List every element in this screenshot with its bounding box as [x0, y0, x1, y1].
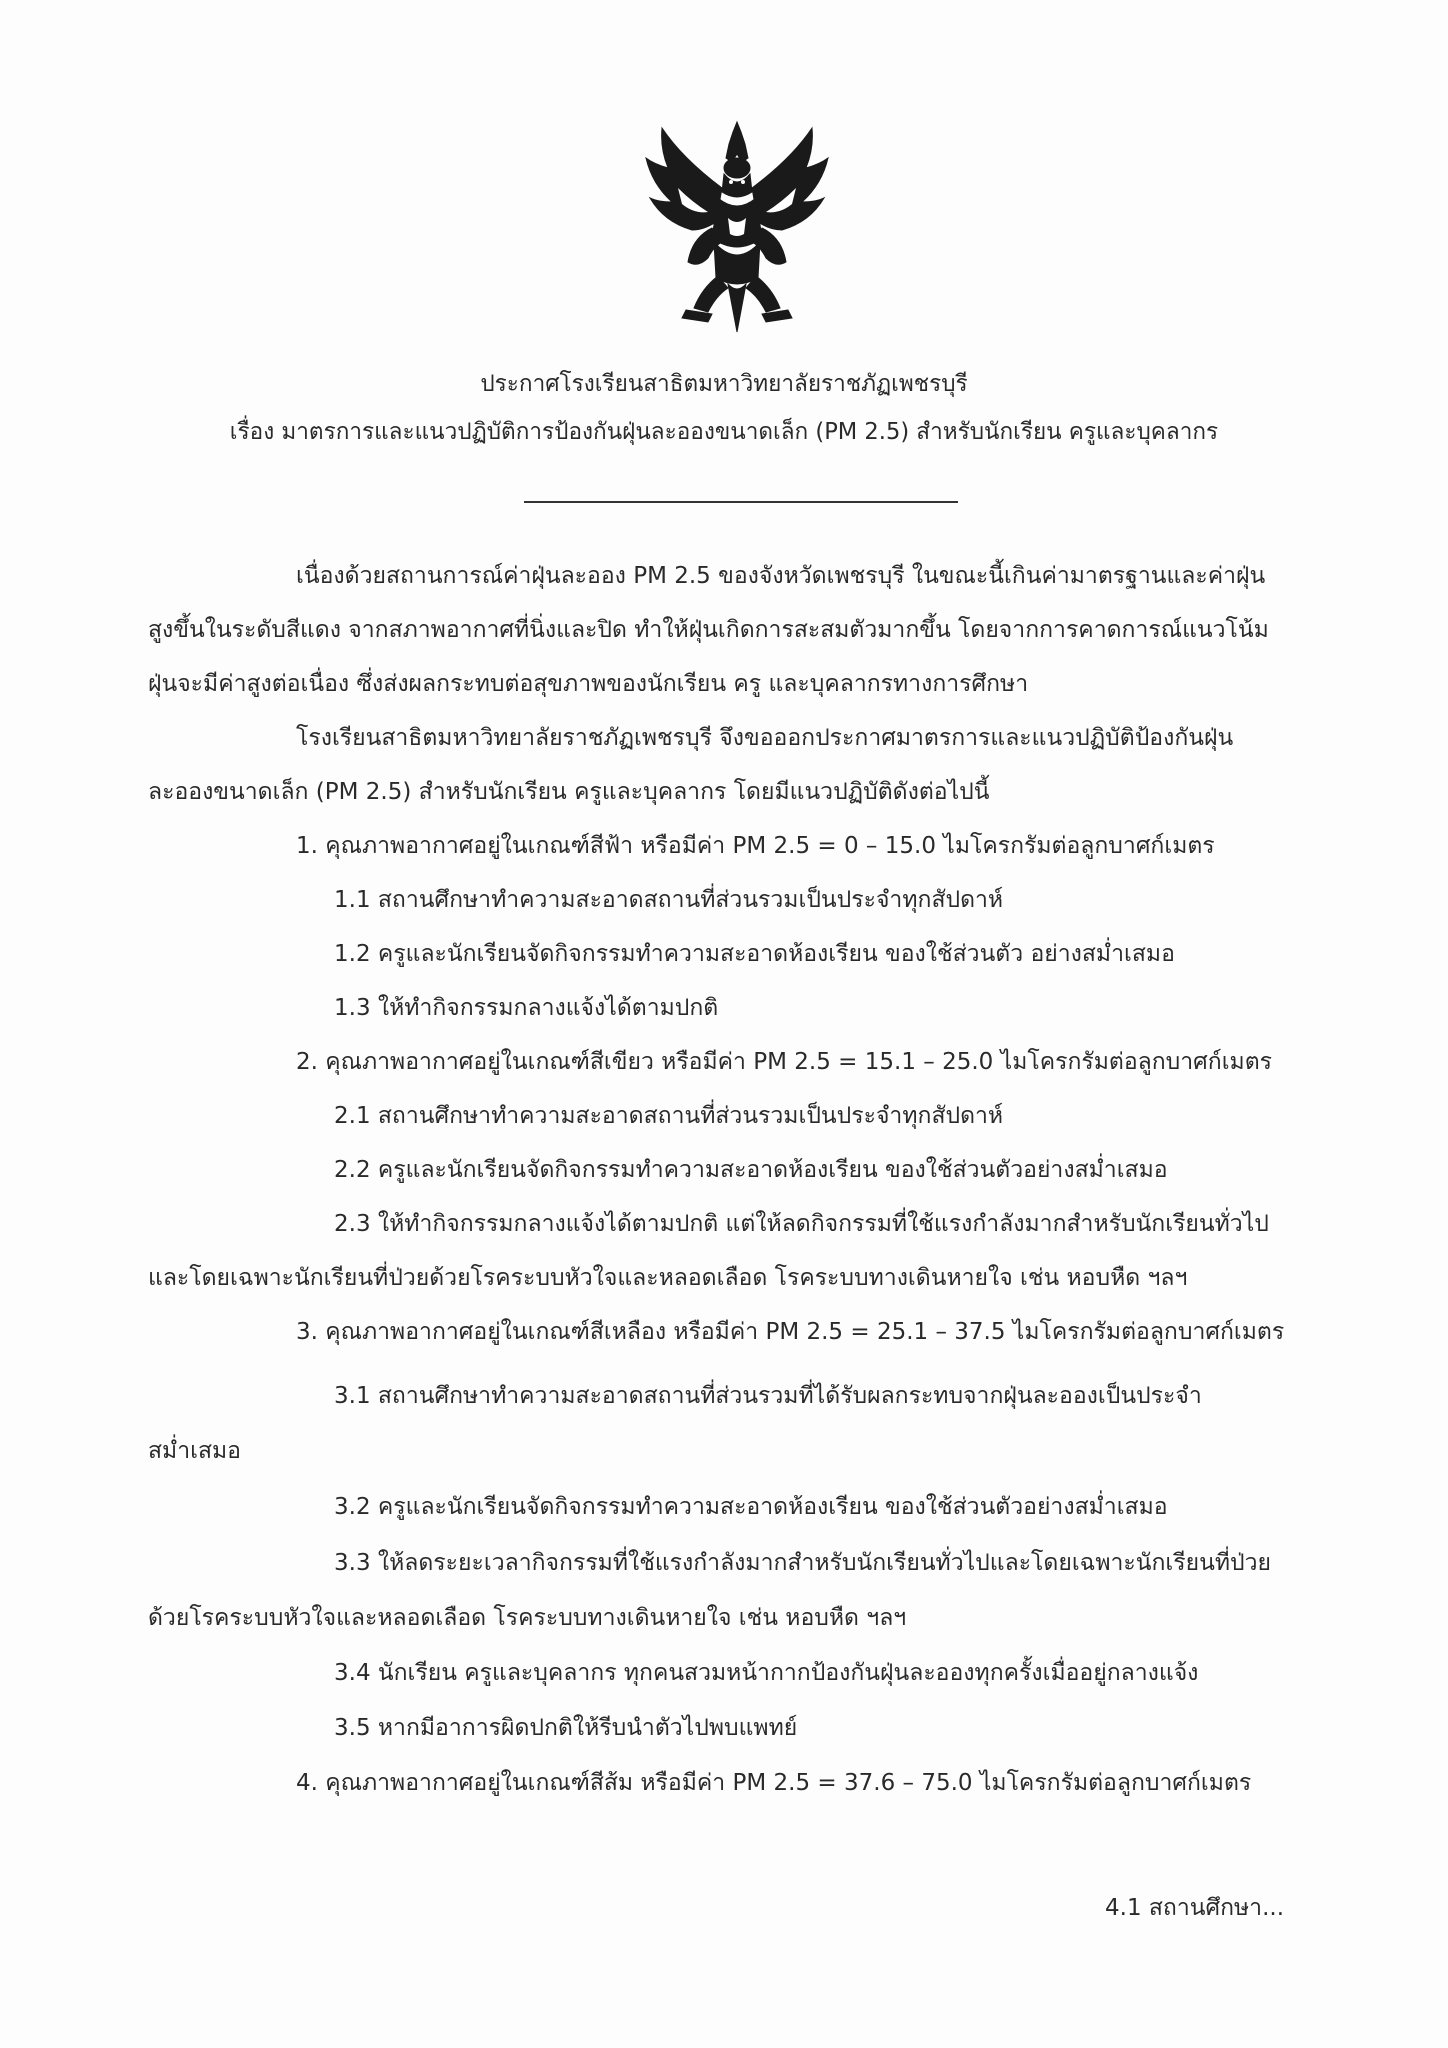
list-item: 2.3 ให้ทำกิจกรรมกลางแจ้งได้ตามปกติ แต่ให้ลดกิจกรรมที่ใช้แรงกำลังมากสำหรับนักเรียนทั่วไป [334, 1211, 1269, 1237]
list-item: 2. คุณภาพอากาศอยู่ในเกณฑ์สีเขียว หรือมีค่า PM 2.5 = 15.1 – 25.0 ไมโครกรัมต่อลูกบาศก์เมตร [296, 1049, 1273, 1075]
list-item: 2.2 ครูและนักเรียนจัดกิจกรรมทำความสะอาดห้องเรียน ของใช้ส่วนตัวอย่างสม่ำเสมอ [334, 1157, 1168, 1183]
continuation-note: 4.1 สถานศึกษา... [1105, 1895, 1285, 1921]
announcement-subject: เรื่อง มาตรการและแนวปฏิบัติการป้องกันฝุ่นละอองขนาดเล็ก (PM 2.5) สำหรับนักเรียน ครูและบุคลากร [229, 419, 1219, 445]
list-item: 1.1 สถานศึกษาทำความสะอาดสถานที่ส่วนรวมเป็นประจำทุกสัปดาห์ [334, 887, 1004, 913]
list-item: 3.4 นักเรียน ครูและบุคลากร ทุกคนสวมหน้ากากป้องกันฝุ่นละอองทุกครั้งเมื่ออยู่กลางแจ้ง [334, 1660, 1199, 1686]
paragraph-line: ละอองขนาดเล็ก (PM 2.5) สำหรับนักเรียน ครูและบุคลากร โดยมีแนวปฏิบัติดังต่อไปนี้ [148, 779, 990, 805]
list-item: 4. คุณภาพอากาศอยู่ในเกณฑ์สีส้ม หรือมีค่า PM 2.5 = 37.6 – 75.0 ไมโครกรัมต่อลูกบาศก์เมตร [296, 1770, 1252, 1796]
list-item: 3. คุณภาพอากาศอยู่ในเกณฑ์สีเหลือง หรือมีค่า PM 2.5 = 25.1 – 37.5 ไมโครกรัมต่อลูกบาศก์เมตร [296, 1319, 1285, 1345]
list-item: 3.1 สถานศึกษาทำความสะอาดสถานที่ส่วนรวมที่ได้รับผลกระทบจากฝุ่นละอองเป็นประจำ [334, 1383, 1202, 1409]
list-item: 3.2 ครูและนักเรียนจัดกิจกรรมทำความสะอาดห้องเรียน ของใช้ส่วนตัวอย่างสม่ำเสมอ [334, 1494, 1168, 1520]
list-item: 1.3 ให้ทำกิจกรรมกลางแจ้งได้ตามปกติ [334, 995, 719, 1021]
list-item: สม่ำเสมอ [148, 1438, 241, 1464]
list-item: และโดยเฉพาะนักเรียนที่ป่วยด้วยโรคระบบหัวใจและหลอดเลือด โรคระบบทางเดินหายใจ เช่น หอบหืด ฯลฯ [148, 1265, 1188, 1291]
title-divider [524, 501, 958, 503]
announcement-title: ประกาศโรงเรียนสาธิตมหาวิทยาลัยราชภัฏเพชรบุรี [480, 371, 968, 397]
list-item: 1. คุณภาพอากาศอยู่ในเกณฑ์สีฟ้า หรือมีค่า PM 2.5 = 0 – 15.0 ไมโครกรัมต่อลูกบาศก์เมตร [296, 833, 1215, 859]
paragraph-line: โรงเรียนสาธิตมหาวิทยาลัยราชภัฏเพชรบุรี จึงขอออกประกาศมาตรการและแนวปฏิบัติป้องกันฝุ่น [296, 725, 1234, 751]
paragraph-line: สูงขึ้นในระดับสีแดง จากสภาพอากาศที่นิ่งและปิด ทำให้ฝุ่นเกิดการสะสมตัวมากขึ้น โดยจากการคาดการณ์แนวโน้ม [148, 617, 1269, 643]
list-item: ด้วยโรคระบบหัวใจและหลอดเลือด โรคระบบทางเดินหายใจ เช่น หอบหืด ฯลฯ [148, 1605, 907, 1631]
list-item: 3.5 หากมีอาการผิดปกติให้รีบนำตัวไปพบแพทย์ [334, 1715, 798, 1741]
paragraph-line: ฝุ่นจะมีค่าสูงต่อเนื่อง ซึ่งส่งผลกระทบต่อสุขภาพของนักเรียน ครู และบุคลากรทางการศึกษา [148, 671, 1029, 697]
paragraph-line: เนื่องด้วยสถานการณ์ค่าฝุ่นละออง PM 2.5 ของจังหวัดเพชรบุรี ในขณะนี้เกินค่ามาตรฐานและค่าฝุ่น [296, 563, 1266, 589]
garuda-emblem-icon [642, 118, 832, 336]
list-item: 1.2 ครูและนักเรียนจัดกิจกรรมทำความสะอาดห้องเรียน ของใช้ส่วนตัว อย่างสม่ำเสมอ [334, 941, 1175, 967]
list-item: 2.1 สถานศึกษาทำความสะอาดสถานที่ส่วนรวมเป็นประจำทุกสัปดาห์ [334, 1103, 1004, 1129]
list-item: 3.3 ให้ลดระยะเวลากิจกรรมที่ใช้แรงกำลังมากสำหรับนักเรียนทั่วไปและโดยเฉพาะนักเรียนที่ป่วย [334, 1550, 1271, 1576]
